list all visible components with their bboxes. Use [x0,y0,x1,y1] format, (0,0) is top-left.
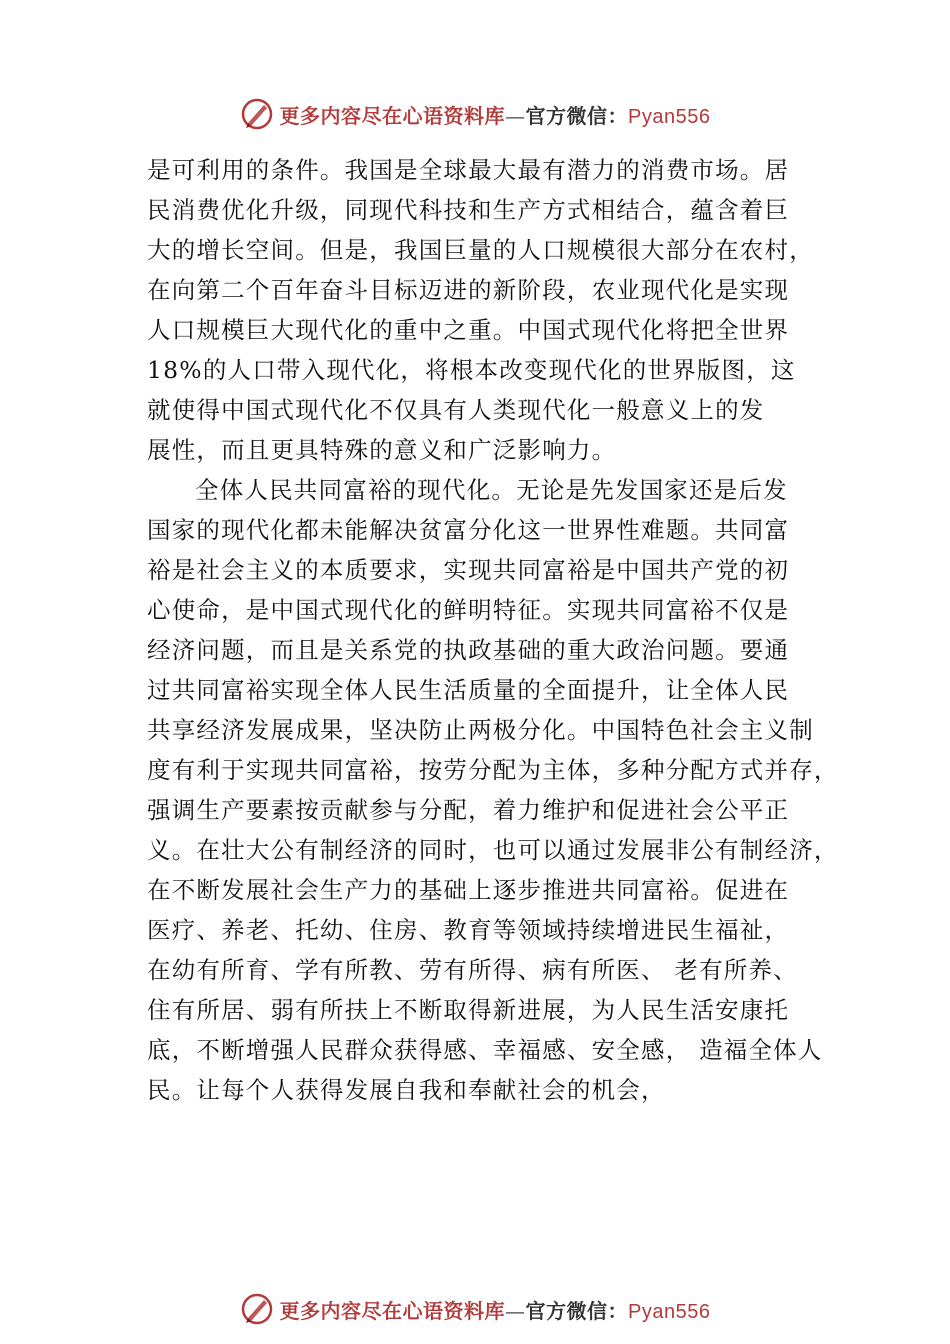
pen-circle-logo-icon [240,1292,274,1326]
text-line: 心使命，是中国式现代化的鲜明特征。实现共同富裕不仅是 [147,596,790,624]
watermark-text [280,1295,711,1324]
text-line: 强调生产要素按贡献参与分配，着力维护和促进社会公平正 [147,796,790,824]
watermark-separator: — [505,1298,526,1323]
text-line: 共享经济发展成果，坚决防止两极分化。中国特色社会主义制 [147,716,814,744]
text-line: 义。在壮大公有制经济的同时，也可以通过发展非公有制经济， [147,836,839,864]
text-line: 在向第二个百年奋斗目标迈进的新阶段，农业现代化是实现 [147,276,790,304]
text-line: 底，不断增强人民群众获得感、幸福感、安全感， 造福全体人 [147,1036,823,1064]
text-line: 展性，而且更具特殊的意义和广泛影响力。 [147,436,617,464]
document-body [147,150,837,1110]
watermark-brand: 更多内容尽在心语资料库 [279,1298,506,1323]
text-line: 大的增长空间。但是，我国巨量的人口规模很大部分在农村， [147,236,814,264]
watermark-brand: 更多内容尽在心语资料库 [279,103,506,128]
text-line: 在不断发展社会生产力的基础上逐步推进共同富裕。促进在 [147,876,790,904]
text-line: 住有所居、弱有所扶上不断取得新进展，为人民生活安康托 [147,996,790,1024]
watermark-label: 官方微信： [525,1298,629,1323]
watermark-text [280,100,711,129]
text-line: 国家的现代化都未能解决贫富分化这一世界性难题。共同富 [147,516,790,544]
watermark-wechat-id: Pyan556 [628,1300,711,1323]
text-line: 医疗、养老、托幼、住房、教育等领域持续增进民生福祉， [147,916,790,944]
header-watermark [0,93,950,135]
text-line: 民消费优化升级，同现代科技和生产方式相结合，蕴含着巨 [147,196,790,224]
watermark-wechat-id: Pyan556 [628,105,711,128]
paragraph-start-line: 全体人民共同富裕的现代化。无论是先发国家还是后发 [195,476,788,504]
text-line: 民。让每个人获得发展自我和奉献社会的机会， [147,1076,666,1104]
text-line: 度有利于实现共同富裕，按劳分配为主体，多种分配方式并存， [147,756,839,784]
text-line: 就使得中国式现代化不仅具有人类现代化一般意义上的发 [147,396,765,424]
text-line: 经济问题，而且是关系党的执政基础的重大政治问题。要通 [147,636,790,664]
text-line: 人口规模巨大现代化的重中之重。中国式现代化将把全世界 [147,316,790,344]
pen-circle-logo-icon [240,97,274,131]
text-line: 18%的人口带入现代化，将根本改变现代化的世界版图，这 [147,356,796,384]
footer-watermark [0,1288,950,1330]
text-line: 裕是社会主义的本质要求，实现共同富裕是中国共产党的初 [147,556,790,584]
text-line: 过共同富裕实现全体人民生活质量的全面提升，让全体人民 [147,676,790,704]
text-line: 是可利用的条件。我国是全球最大最有潜力的消费市场。居 [147,156,790,184]
watermark-label: 官方微信： [525,103,629,128]
text-line: 在幼有所育、学有所教、劳有所得、病有所医、 老有所养、 [147,956,798,984]
watermark-separator: — [505,103,526,128]
